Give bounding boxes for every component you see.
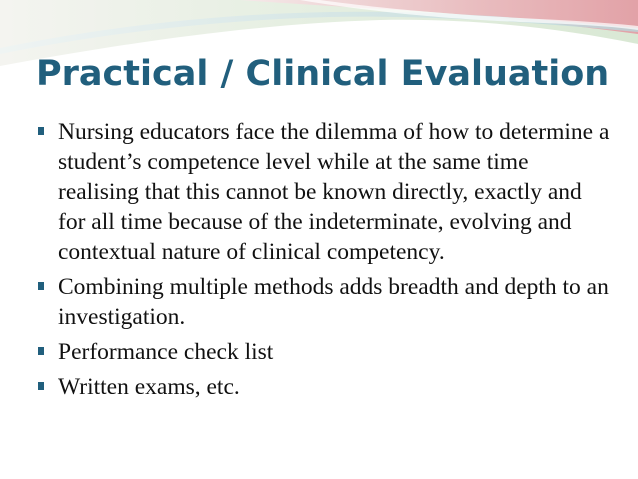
bullet-item — [36, 272, 610, 332]
square-bullet-icon — [38, 282, 44, 290]
bullet-list — [36, 117, 610, 407]
bullet-item — [36, 117, 610, 267]
square-bullet-icon — [38, 347, 44, 355]
bullet-text: Written exams, etc. — [58, 374, 240, 400]
bullet-text: Performance check list — [58, 339, 274, 365]
square-bullet-icon — [38, 382, 44, 390]
bullet-item — [36, 337, 610, 367]
bullet-text: Combining multiple methods adds breadth and depth to an investigation. — [58, 274, 609, 330]
slide-title: Practical / Clinical Evaluation — [36, 54, 610, 94]
bullet-item — [36, 372, 610, 402]
bullet-text: Nursing educators face the dilemma of how to determine a student’s competence level while at the same time realising that this cannot be known directly, exactly and for all time because of the indeterminate, evolving and contextual nature of clinical competency. — [58, 119, 610, 265]
square-bullet-icon — [38, 127, 44, 135]
